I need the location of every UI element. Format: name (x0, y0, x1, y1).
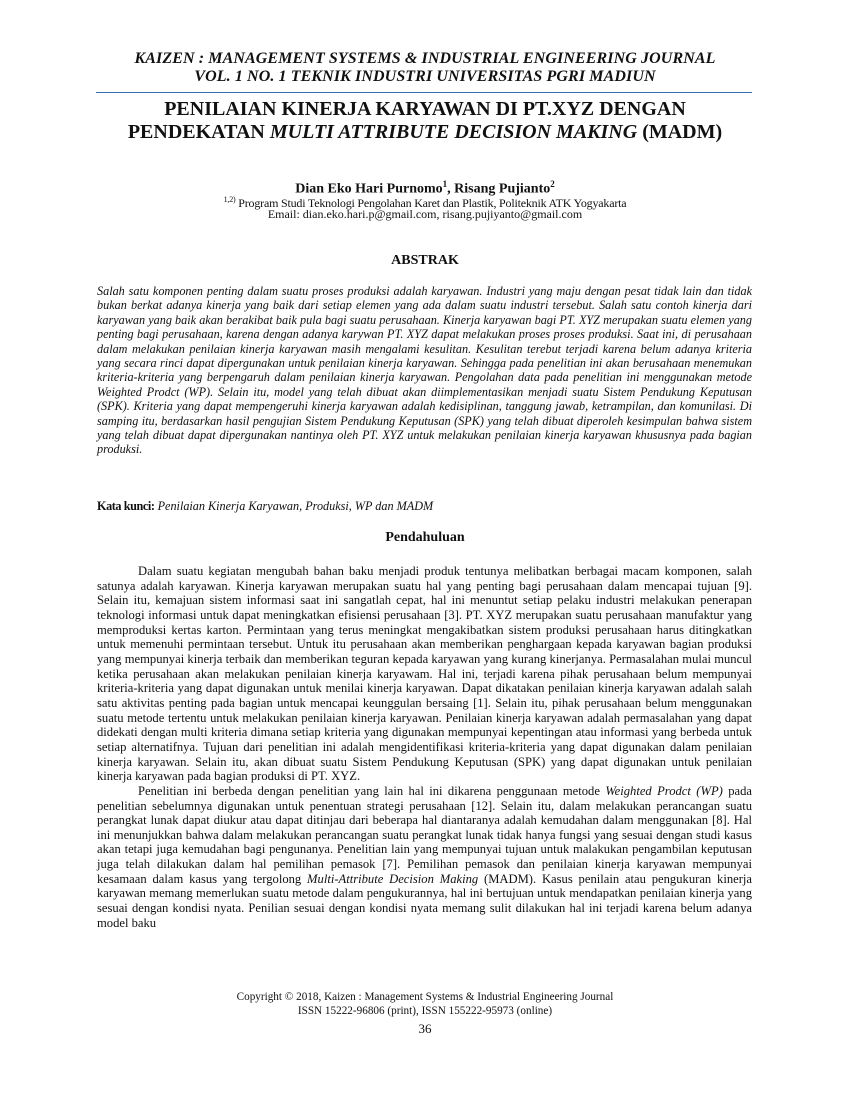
introduction-body (97, 564, 752, 930)
introduction-heading: Pendahuluan (385, 530, 465, 545)
title-line-2 (96, 121, 754, 144)
journal-header (96, 50, 754, 86)
author-separator: , (447, 181, 455, 197)
journal-volume: VOL. 1 NO. 1 TEKNIK INDUSTRI UNIVERSITAS PGRI MADIUN (194, 68, 656, 85)
author-1: Dian Eko Hari Purnomo (295, 181, 443, 197)
keywords-text: Penilaian Kinerja Karyawan, Produksi, WP dan MADM (154, 499, 434, 513)
author-2-marker: 2 (550, 179, 555, 189)
keywords (97, 499, 752, 514)
title-line-1: PENILAIAN KINERJA KARYAWAN DI PT.XYZ DENGAN (164, 98, 686, 120)
title-prefix: PENDEKATAN (127, 121, 270, 143)
title-italic: MULTI ATTRIBUTE DECISION MAKING (269, 121, 638, 143)
keywords-label: Kata kunci: (97, 499, 155, 513)
p2-part-a: Penelitian ini berbeda dengan penelitian yang lain hal ini dikarena penggunaan metode (138, 783, 606, 798)
issn-info: ISSN 15222-96806 (print), ISSN 155222-95973 (online) (297, 1005, 553, 1017)
title-suffix: (MADM) (637, 121, 723, 143)
paragraph-1: Dalam suatu kegiatan mengubah bahan baku menjadi produk tentunya melibatkan berbagai macam komponen, salah satunya adalah karyawan. Kinerja karyawan merupakan suatu hal yang penting bagi perusahaan dalam mencapai tujuan [9]. Selain itu, kemajuan sistem informasi saat ini sangatlah cepat, hal ini menuntut setiap pelaku industri melakukan penerapan teknologi informasi untuk dapat meningkatkan efisiensi perusahaan [3]. PT. XYZ merupakan suatu perusahaan manufaktur yang memproduksi kertas karton. Permintaan yang terus meningkat mengakibatkan sistem produksi perusahaan harus ditingkatkan untuk memenuhi permintaan tersebut. Untuk itu perusahaan akan memberikan penghargaan kepada karyawan bagian produksi yang mempunyai kinerja terbaik dan memberikan teguran kepada karyawan yang kurang kinerjanya. Permasalahan mulai muncul ketika perusahaan akan melakukan penilaian kinerja karyawam. Hal ini, terjadi karena pihak perusahaan belum mempunyai kriteria-kriteria yang dapat digunakan untuk menilai kinerja karyawan. Dapat dikatakan penilaian kinerja karyawan adalah salah satu aktivitas penting pada bagian untuk mencapai keunggulan bersaing [1]. Selain itu, pihak perusahaan belum menggunakan suatu metode tertentu untuk melakukan penilaian kinerja karyawan. Penilaian kinerja karyawan adalah permasalahan yang dapat didekati dengan multi kriteria dimana setiap kriteria yang digunakan mempunyai kepentingan atau informasi yang berbeda untuk setiap alternatifnya. Tujuan dari penelitian ini adalah mengidentifikasi kriteria-kriteria yang dapat digunakan dalam penilaian kinerja karyawan. Selain itu, akan dibuat suatu Sistem Pendukung Keputusan (SPK) yang dapat digunakan untuk penilaian kinerja karyawan pada bagian produksi di PT. XYZ. (97, 564, 752, 784)
abstract-heading: ABSTRAK (391, 253, 459, 268)
paragraph-2 (97, 784, 752, 931)
p2-madm-term: Multi-Attribute Decision Making (307, 871, 479, 886)
abstract-text: Salah satu komponen penting dalam suatu proses produksi adalah karyawan. Industri yang maju dengan pesat tidak lain dan tidak bukan berkat adanya kinerja yang baik dari setiap elemen yang ada dalam suatu industri tersebut. Salah satu contoh kinerja dari karyawan yang baik akan berakibat baik pula bagi suatu perusahaan. Kinerja karyawan bagi PT. XYZ merupakan suatu elemen yang penting bagi perusahaan, karena dengan adanya karywan PT. XYZ dapat melakukan proses proses produksi. Saat ini, di perusahaan dalam melakukan penilaian kinerja karyawan masih mengalami kesulitan. Kesulitan terebut terjadi karena belum adanya kriteria yang secara rinci dapat dipergunakan untuk penilaian kinerja karyawan. Sehingga pada penelitian ini akan berusahaan menemukan kriteria-kriteria yang berpengaruh dalam penilaian kinerja karyawan. Pengolahan data pada penelitian ini menggunakan metode Weighted Prodct (WP). Selain itu, model yang telah dibuat akan diimplementasikan menjadi suatu Sistem Pendukung Keputusan (SPK). Kriteria yang dapat mempengeruhi kinerja karyawan adalah kedisiplinan, tanggung jawab, ketrampilan, dan komunilasi. Di samping itu, berdasarkan hasil pengujian Sistem Pendukung Keputusan (SPK) yang telah dibuat diperoleh kesimpulan bahwa sistem yang telah dibuat dapat dipergunakan nantinya oleh PT. XYZ untuk melakukan penilaian kinerja karyawan khususnya pada bagian produksi. (97, 284, 752, 457)
p2-part-c: pada penelitian sebelumnya digunakan untuk penentuan strategi perusahaan [12]. Selain itu, dalam melakukan perancangan suatu perangkat lunak dapat diukur atau dapat ditinjau dari beberapa hal diantaranya adalah kemudahan dalam menggunakan [8]. Hal ini menunjukkan bahwa dalam melakukan perancangan suatu perangkat lunak tidak hanya fungsi yang sesuai dengan studi kasus akan tetapi juga kemudahan bagi pengunanya. Penelitian lain yang mempunyai tujuan untuk malakukan pengambilan keputusan juga telah dilakukan dalam hal pemilihan pemasok [7]. Pemilihan pemasok dan penilaian kinerja karyawan mempunyai kesamaan dalam kasus yang tergolong (97, 783, 752, 886)
p2-wp-term: Weighted Prodct (WP) (605, 783, 723, 798)
header-divider (96, 92, 752, 93)
copyright-notice: Copyright © 2018, Kaizen : Management Systems & Industrial Engineering Journal (236, 991, 614, 1003)
author-2: Risang Pujianto (454, 181, 551, 197)
journal-name: KAIZEN : MANAGEMENT SYSTEMS & INDUSTRIAL ENGINEERING JOURNAL (134, 50, 716, 67)
author-1-marker: 1 (442, 179, 448, 189)
page-number: 36 (418, 1021, 432, 1036)
paper-title (96, 98, 754, 144)
p2-part-e: (MADM). Kasus penilain atau pengukuran kinerja karyawan memang memerlukan suatu metode dalam pengukurannya, hal ini bertujuan untuk mendapatkan penilaian kinerja yang sesuai dengan kondisi nyata. Penilian sesuai dengan kondisi nyata memang sulit dilakukan hal ini terjadi karena belum adanya model baku (97, 871, 752, 930)
affiliation-text: Program Studi Teknologi Pengolahan Karet dan Plastik, Politeknik ATK Yogyakarta (235, 196, 627, 210)
author-email: Email: dian.eko.hari.p@gmail.com, risang.pujiyanto@gmail.com (267, 207, 583, 221)
page-footer (96, 990, 754, 1018)
affiliation-marker: 1,2) (223, 195, 236, 204)
